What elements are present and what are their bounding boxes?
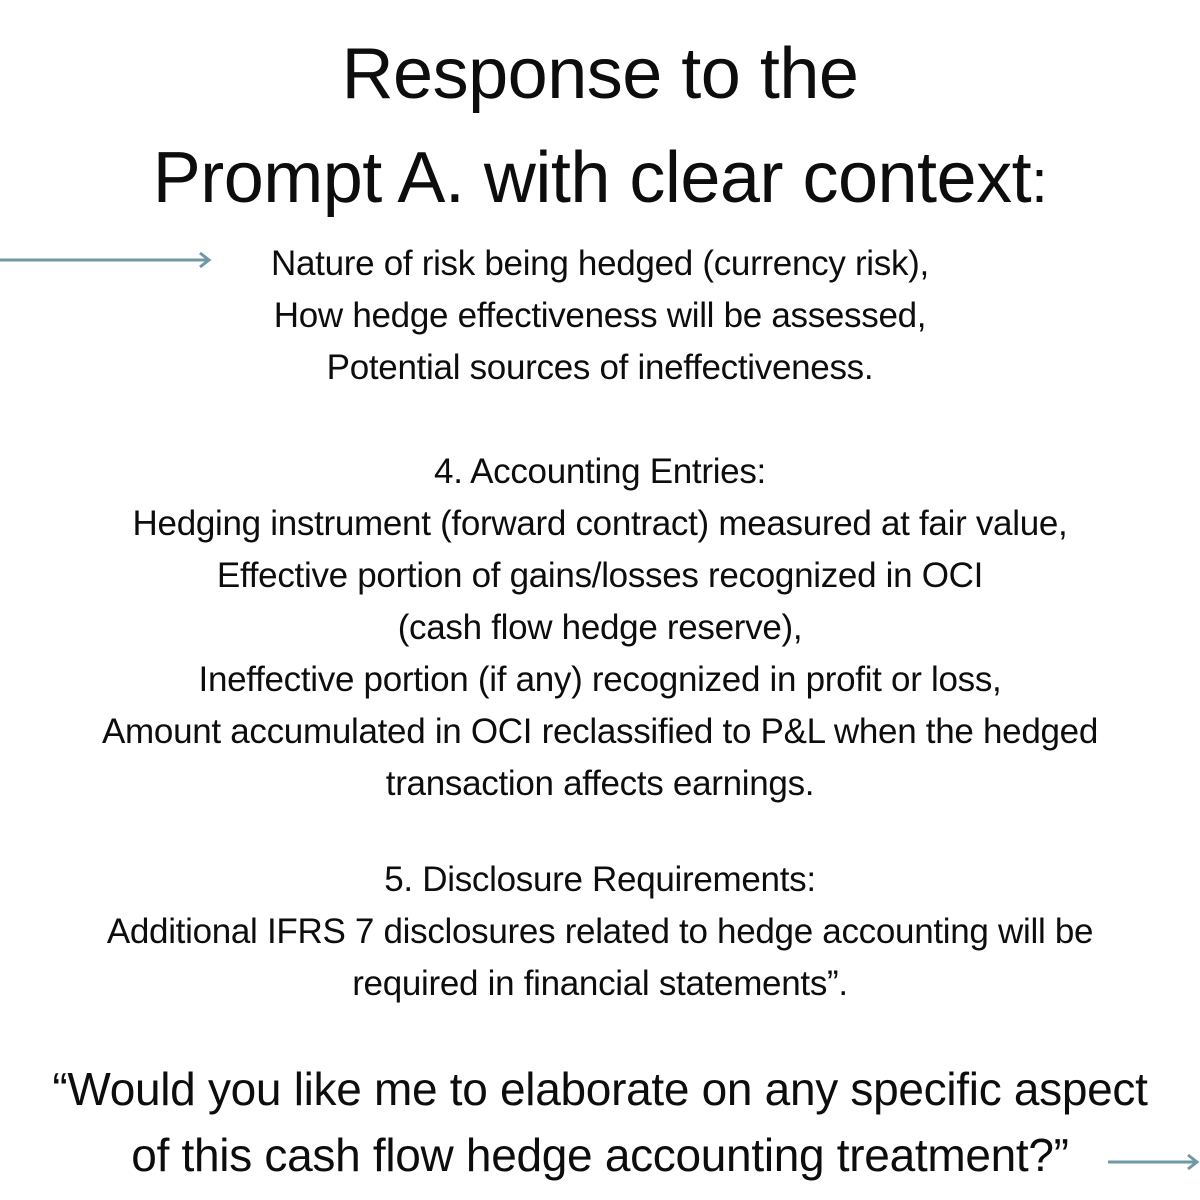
text-line: required in financial statements”. (352, 964, 848, 1003)
section-heading: 5. Disclosure Requirements: (384, 860, 816, 899)
text-line: Ineffective portion (if any) recognized in profit or loss, (198, 660, 1002, 699)
section-heading: 4. Accounting Entries: (434, 452, 766, 491)
closing-question (0, 1056, 1200, 1188)
disclosure-requirements-block (0, 854, 1200, 1010)
text-line: (cash flow hedge reserve), (397, 608, 803, 647)
slide-title-line-2 (0, 138, 1200, 218)
text-line: How hedge effectiveness will be assessed, (273, 296, 927, 335)
text-line: Potential sources of ineffectiveness. (326, 348, 874, 387)
text-line: Nature of risk being hedged (currency risk), (271, 244, 929, 283)
text-line: Hedging instrument (forward contract) measured at fair value, (132, 504, 1068, 543)
slide-title-line-1 (0, 34, 1200, 114)
closing-line: “Would you like me to elaborate on any specific aspect (52, 1063, 1148, 1115)
text-line: Effective portion of gains/losses recognized in OCI (216, 556, 984, 595)
title-colon: : (1031, 148, 1048, 215)
text-line: transaction affects earnings. (385, 764, 815, 803)
title-text-2: Prompt A. with clear context (152, 138, 1032, 218)
closing-line: of this cash flow hedge accounting treatment?” (131, 1129, 1069, 1181)
accounting-entries-block (0, 446, 1200, 810)
right-arrow-icon (1108, 1152, 1200, 1172)
title-text-1: Response to the (341, 34, 859, 114)
text-line: Additional IFRS 7 disclosures related to hedge accounting will be (106, 912, 1094, 951)
text-line: Amount accumulated in OCI reclassified to P&L when the hedged (102, 712, 1098, 751)
hedge-documentation-block (0, 238, 1200, 394)
